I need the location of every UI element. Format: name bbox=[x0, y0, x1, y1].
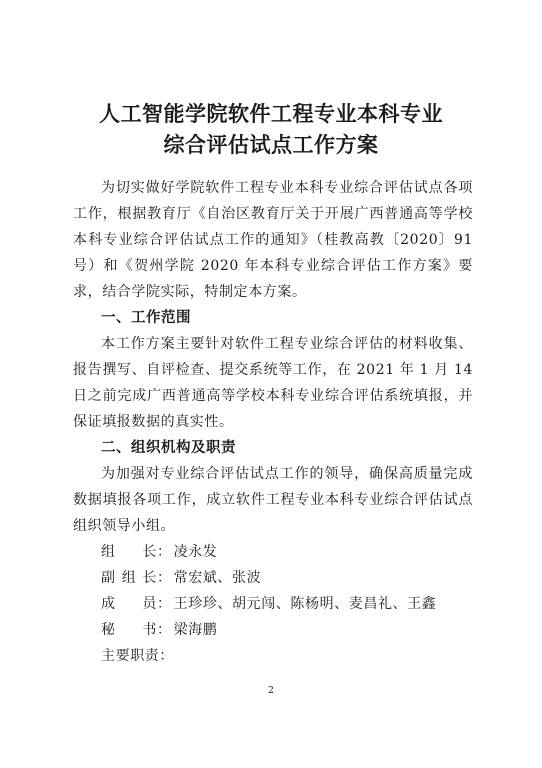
member-role: 秘书 bbox=[101, 622, 157, 638]
page-number: 2 bbox=[268, 686, 274, 696]
document-title-line-2: 综合评估试点工作方案 bbox=[163, 132, 379, 157]
member-row-secretary bbox=[101, 617, 217, 643]
member-names: 凌永发 bbox=[173, 544, 218, 560]
intro-paragraph: 为切实做好学院软件工程专业本科专业综合评估试点各项工作，根据教育厅《自治区教育厅关于开展广西普通高等学校本科专业综合评估试点工作的通知》（桂教高教〔2020〕91号）和《贺州学院 2020 年本科专业综合评估工作方案》要求，结合学院实际，特制定本方案。 bbox=[73, 180, 473, 300]
member-names: 常宏斌、张波 bbox=[173, 570, 262, 586]
member-separator: ： bbox=[157, 596, 172, 612]
section-1-heading: 一、工作范围 bbox=[101, 310, 191, 326]
member-row-members bbox=[101, 591, 436, 617]
member-names: 梁海鹏 bbox=[173, 622, 218, 638]
member-role: 副组长 bbox=[101, 570, 157, 586]
member-row-leader bbox=[101, 539, 217, 565]
main-duties-label: 主要职责： bbox=[101, 648, 174, 664]
section-2-heading: 二、组织机构及职责 bbox=[101, 440, 236, 456]
member-role: 组长 bbox=[101, 544, 157, 560]
section-1-paragraph: 本工作方案主要针对软件工程专业综合评估的材料收集、报告撰写、自评检查、提交系统等工作，在 2021 年 1 月 14 日之前完成广西普通高等学校本科专业综合评估系统填报，并保证填报数据的真实性。 bbox=[73, 336, 473, 430]
member-row-deputy-leader bbox=[101, 565, 261, 591]
section-2-paragraph: 为加强对专业综合评估试点工作的领导，确保高质量完成数据填报各项工作，成立软件工程专业本科专业综合评估试点组织领导小组。 bbox=[73, 466, 473, 534]
member-role: 成员 bbox=[101, 596, 157, 612]
member-names: 王珍珍、胡元闯、陈杨明、麦昌礼、王鑫 bbox=[173, 596, 437, 612]
member-separator: ： bbox=[157, 544, 172, 560]
document-title-line-1: 人工智能学院软件工程专业本科专业 bbox=[99, 101, 443, 126]
member-separator: ： bbox=[157, 622, 172, 638]
member-separator: ： bbox=[157, 570, 172, 586]
